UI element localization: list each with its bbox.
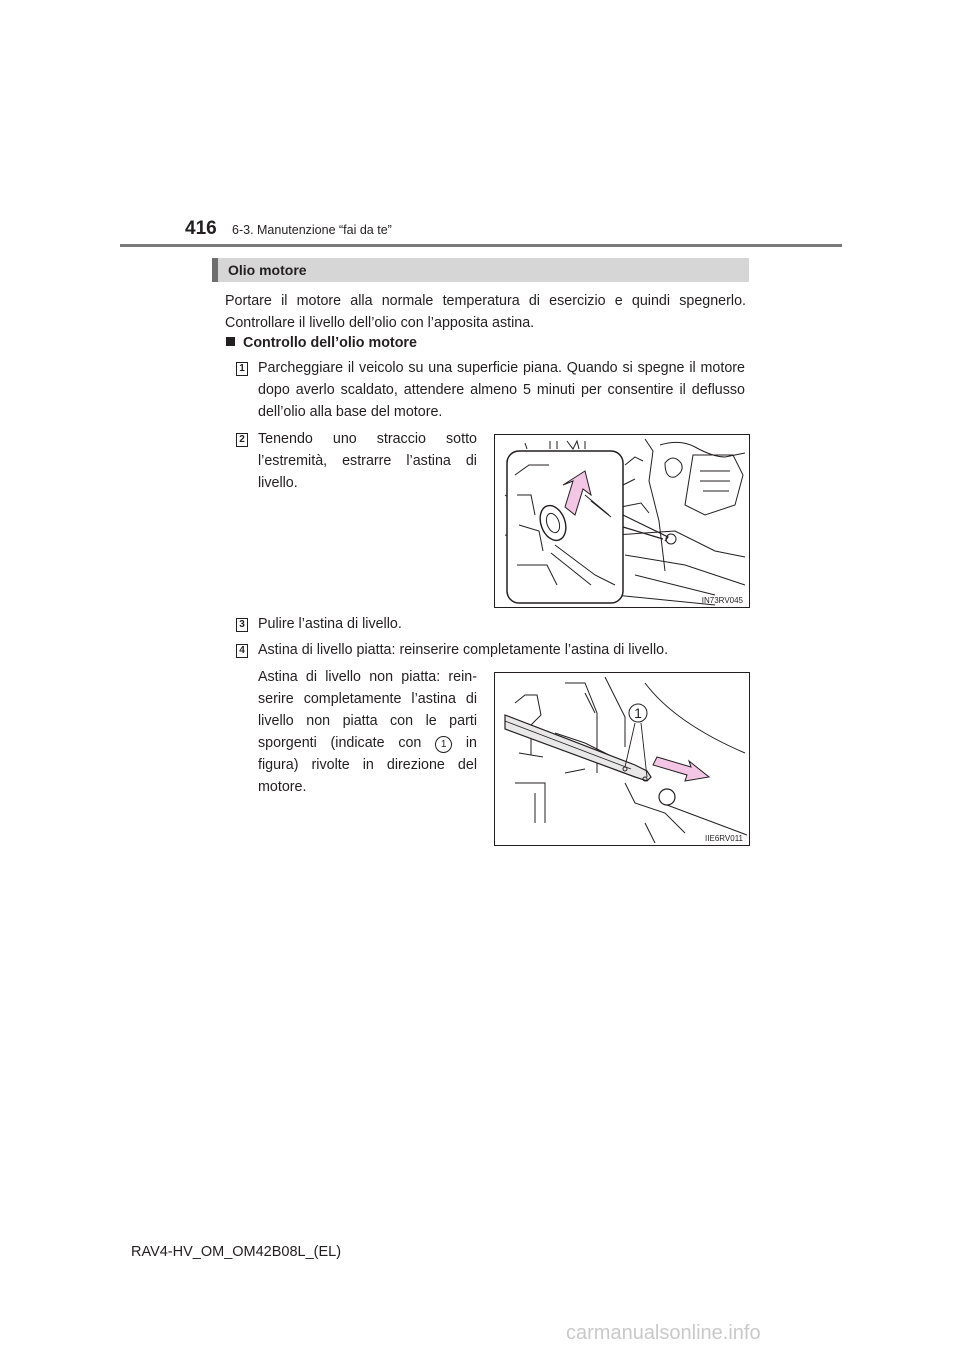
- dipstick-illustration: [495, 673, 749, 845]
- watermark: carmanualsonline.info: [566, 1322, 761, 1344]
- step-3-text: Pulire l’astina di livello.: [258, 616, 402, 632]
- dipstick-insertion-figure: [494, 672, 750, 846]
- step-1-text: Parcheggiare il veicolo su una superficie piana. Quando si spegne il motore dopo averlo scaldato, attendere almeno 5 minuti per consentire il deflusso dell’olio alla base del motore.: [258, 360, 745, 420]
- intro-paragraph: Portare il motore alla normale temperatura di esercizio e quindi spegnerlo. Controllare il livello dell’olio con l’apposita astina.: [225, 293, 746, 331]
- figure-callout-label: 1: [634, 705, 642, 721]
- chapter-title: 6-3. Manutenzione “fai da te”: [232, 223, 392, 237]
- subheading: [226, 335, 417, 351]
- callout-reference: 1: [435, 736, 452, 753]
- dipstick-removal-figure: [494, 434, 750, 608]
- page-number: 416: [185, 218, 217, 239]
- subheading-text: Controllo dell’olio motore: [243, 335, 417, 351]
- section-heading-bar: [212, 258, 749, 282]
- note-text-before: Astina di livello non piatta: rein-serire completamente l’astina di livello non piatta con le parti sporgenti (indicate con: [258, 669, 477, 751]
- step-3-number: 3: [236, 618, 248, 632]
- header-rule: [120, 244, 842, 247]
- step-4-text: Astina di livello piatta: reinserire completamente l’astina di livello.: [258, 642, 669, 658]
- figure-code: IIE6RV011: [705, 834, 743, 843]
- note-text-after: in figura) rivolte in direzione del motore.: [258, 735, 477, 795]
- insert-direction-arrow: [653, 757, 709, 781]
- step-2-text: Tenendo uno straccio sotto l’estremità, estrarre l’astina di livello.: [258, 431, 477, 491]
- step-1-number: 1: [236, 362, 248, 376]
- footer-document-code: RAV4-HV_OM_OM42B08L_(EL): [131, 1244, 342, 1260]
- section-title: Olio motore: [228, 262, 307, 278]
- engine-bay-illustration: [495, 435, 749, 607]
- square-bullet-icon: [226, 337, 235, 346]
- figure-code: IN73RV045: [701, 596, 743, 605]
- step-2-number: 2: [236, 433, 248, 447]
- step-4-number: 4: [236, 644, 248, 658]
- non-flat-dipstick-note: [258, 666, 477, 798]
